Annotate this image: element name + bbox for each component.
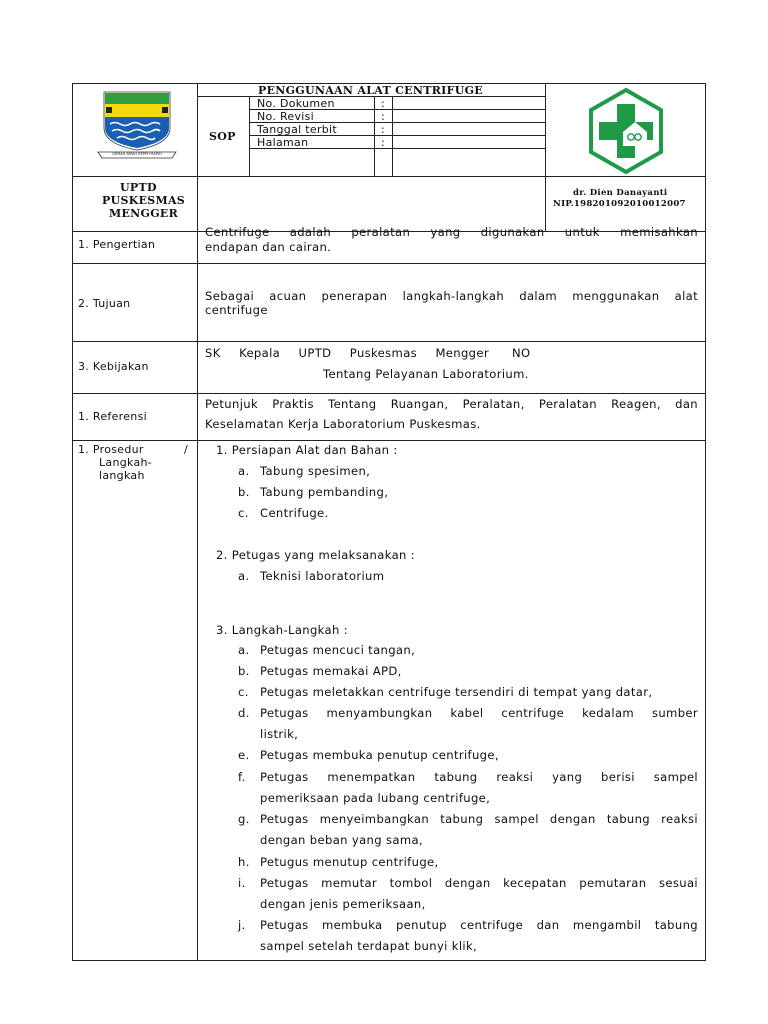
tujuan-line2: centrifuge — [205, 303, 268, 317]
section-title: 2. Petugas yang melaksanakan : — [216, 548, 416, 562]
list-marker: a. — [238, 464, 250, 478]
list-marker: h. — [238, 855, 250, 869]
list-item-cont: dengan jenis pemeriksaan, — [260, 897, 426, 911]
list-item: Centrifuge. — [260, 506, 329, 520]
section-title: 3. Langkah-Langkah : — [216, 623, 348, 637]
list-item: Petugas membuka penutup centrifuge dan mengambil tabung — [260, 918, 698, 932]
list-item: Tabung spesimen, — [260, 464, 371, 478]
list-marker: e. — [238, 748, 250, 762]
pengertian-line2: endapan dan cairan. — [205, 240, 332, 254]
field-sep: : — [381, 136, 386, 149]
puskesmas-logo — [583, 88, 669, 174]
row-label-prosedur-slash: / — [184, 443, 189, 456]
field-sep: : — [381, 123, 386, 136]
list-item: Tabung pembanding, — [260, 485, 389, 499]
row-label-tujuan: 2. Tujuan — [78, 297, 131, 310]
row-label-referensi: 1. Referensi — [78, 410, 147, 423]
list-item: Petugas menyambungkan kabel centrifuge kedalam sumber — [260, 706, 698, 720]
list-item: Petugas memakai APD, — [260, 664, 402, 678]
list-marker: a. — [238, 569, 250, 583]
logo-caption: GEMAH RIPAH REPEH RAPIH — [112, 152, 162, 156]
list-marker: c. — [238, 685, 249, 699]
field-sep: : — [381, 110, 386, 123]
list-item: Petugas mencuci tangan, — [260, 643, 416, 657]
kebijakan-no: NO — [512, 346, 531, 360]
kebijakan-line2: Tentang Pelayanan Laboratorium. — [323, 367, 529, 381]
kebijakan-line1: SK Kepala UPTD Puskesmas Mengger — [205, 346, 489, 360]
list-item-cont: sampel setelah terdapat bunyi klik, — [260, 939, 478, 953]
list-marker: f. — [238, 770, 246, 784]
pengertian-line1: Centrifuge adalah peralatan yang digunakan untuk memisahkan — [205, 225, 698, 239]
tujuan-line1: Sebagai acuan penerapan langkah-langkah dalam menggunakan alat — [205, 289, 698, 303]
list-item: Petugas meletakkan centrifuge tersendiri di tempat yang datar, — [260, 685, 653, 699]
list-item: Petugas memutar tombol dengan kecepatan pemutaran sesuai — [260, 876, 698, 890]
list-item: Petugas menyeimbangkan tabung sampel dengan tabung reaksi — [260, 812, 698, 826]
list-marker: d. — [238, 706, 250, 720]
list-marker: j. — [238, 918, 246, 932]
row-label-kebijakan: 3. Kebijakan — [78, 360, 149, 373]
sop-label: SOP — [209, 130, 236, 143]
list-marker: b. — [238, 485, 250, 499]
section-title: 1. Persiapan Alat dan Bahan : — [216, 443, 398, 457]
field-label: No. Dokumen — [257, 97, 335, 110]
field-sep: : — [381, 97, 386, 110]
list-marker: b. — [238, 664, 250, 678]
list-item-cont: listrik, — [260, 727, 299, 741]
referensi-line1: Petunjuk Praktis Tentang Ruangan, Peralatan, Peralatan Reagen, dan — [205, 397, 698, 411]
list-marker: a. — [238, 643, 250, 657]
field-label: No. Revisi — [257, 110, 315, 123]
signer-nip: NIP.198201092010012007 — [553, 199, 686, 209]
org-name-line3: MENGGER — [109, 207, 179, 220]
list-item-cont: dengan beban yang sama, — [260, 833, 423, 847]
list-marker: g. — [238, 812, 250, 826]
list-item: Petugas membuka penutup centrifuge, — [260, 748, 499, 762]
row-label-prosedur-b: Langkah- — [99, 456, 153, 469]
list-item-cont: pemeriksaan pada lubang centrifuge, — [260, 791, 491, 805]
list-item: Petugus menutup centrifuge, — [260, 855, 439, 869]
list-item: Petugas menempatkan tabung reaksi yang berisi sampel — [260, 770, 698, 784]
org-name-line1: UPTD — [120, 181, 157, 194]
city-emblem-icon — [92, 84, 182, 162]
row-label-prosedur: 1. Prosedur — [78, 443, 144, 456]
referensi-line2: Keselamatan Kerja Laboratorium Puskesmas. — [205, 417, 481, 431]
list-marker: i. — [238, 876, 246, 890]
health-cross-icon — [583, 88, 669, 174]
field-label: Tanggal terbit — [257, 123, 338, 136]
field-label: Halaman — [257, 136, 309, 149]
document-title: PENGGUNAAN ALAT CENTRIFUGE — [258, 84, 483, 97]
row-label-pengertian: 1. Pengertian — [78, 238, 156, 251]
row-label-prosedur-c: langkah — [99, 469, 145, 482]
city-logo — [92, 84, 182, 162]
org-name-line2: PUSKESMAS — [102, 194, 186, 207]
list-marker: c. — [238, 506, 249, 520]
signer-name: dr. Dien Danayanti — [573, 188, 668, 198]
list-item: Teknisi laboratorium — [260, 569, 385, 583]
